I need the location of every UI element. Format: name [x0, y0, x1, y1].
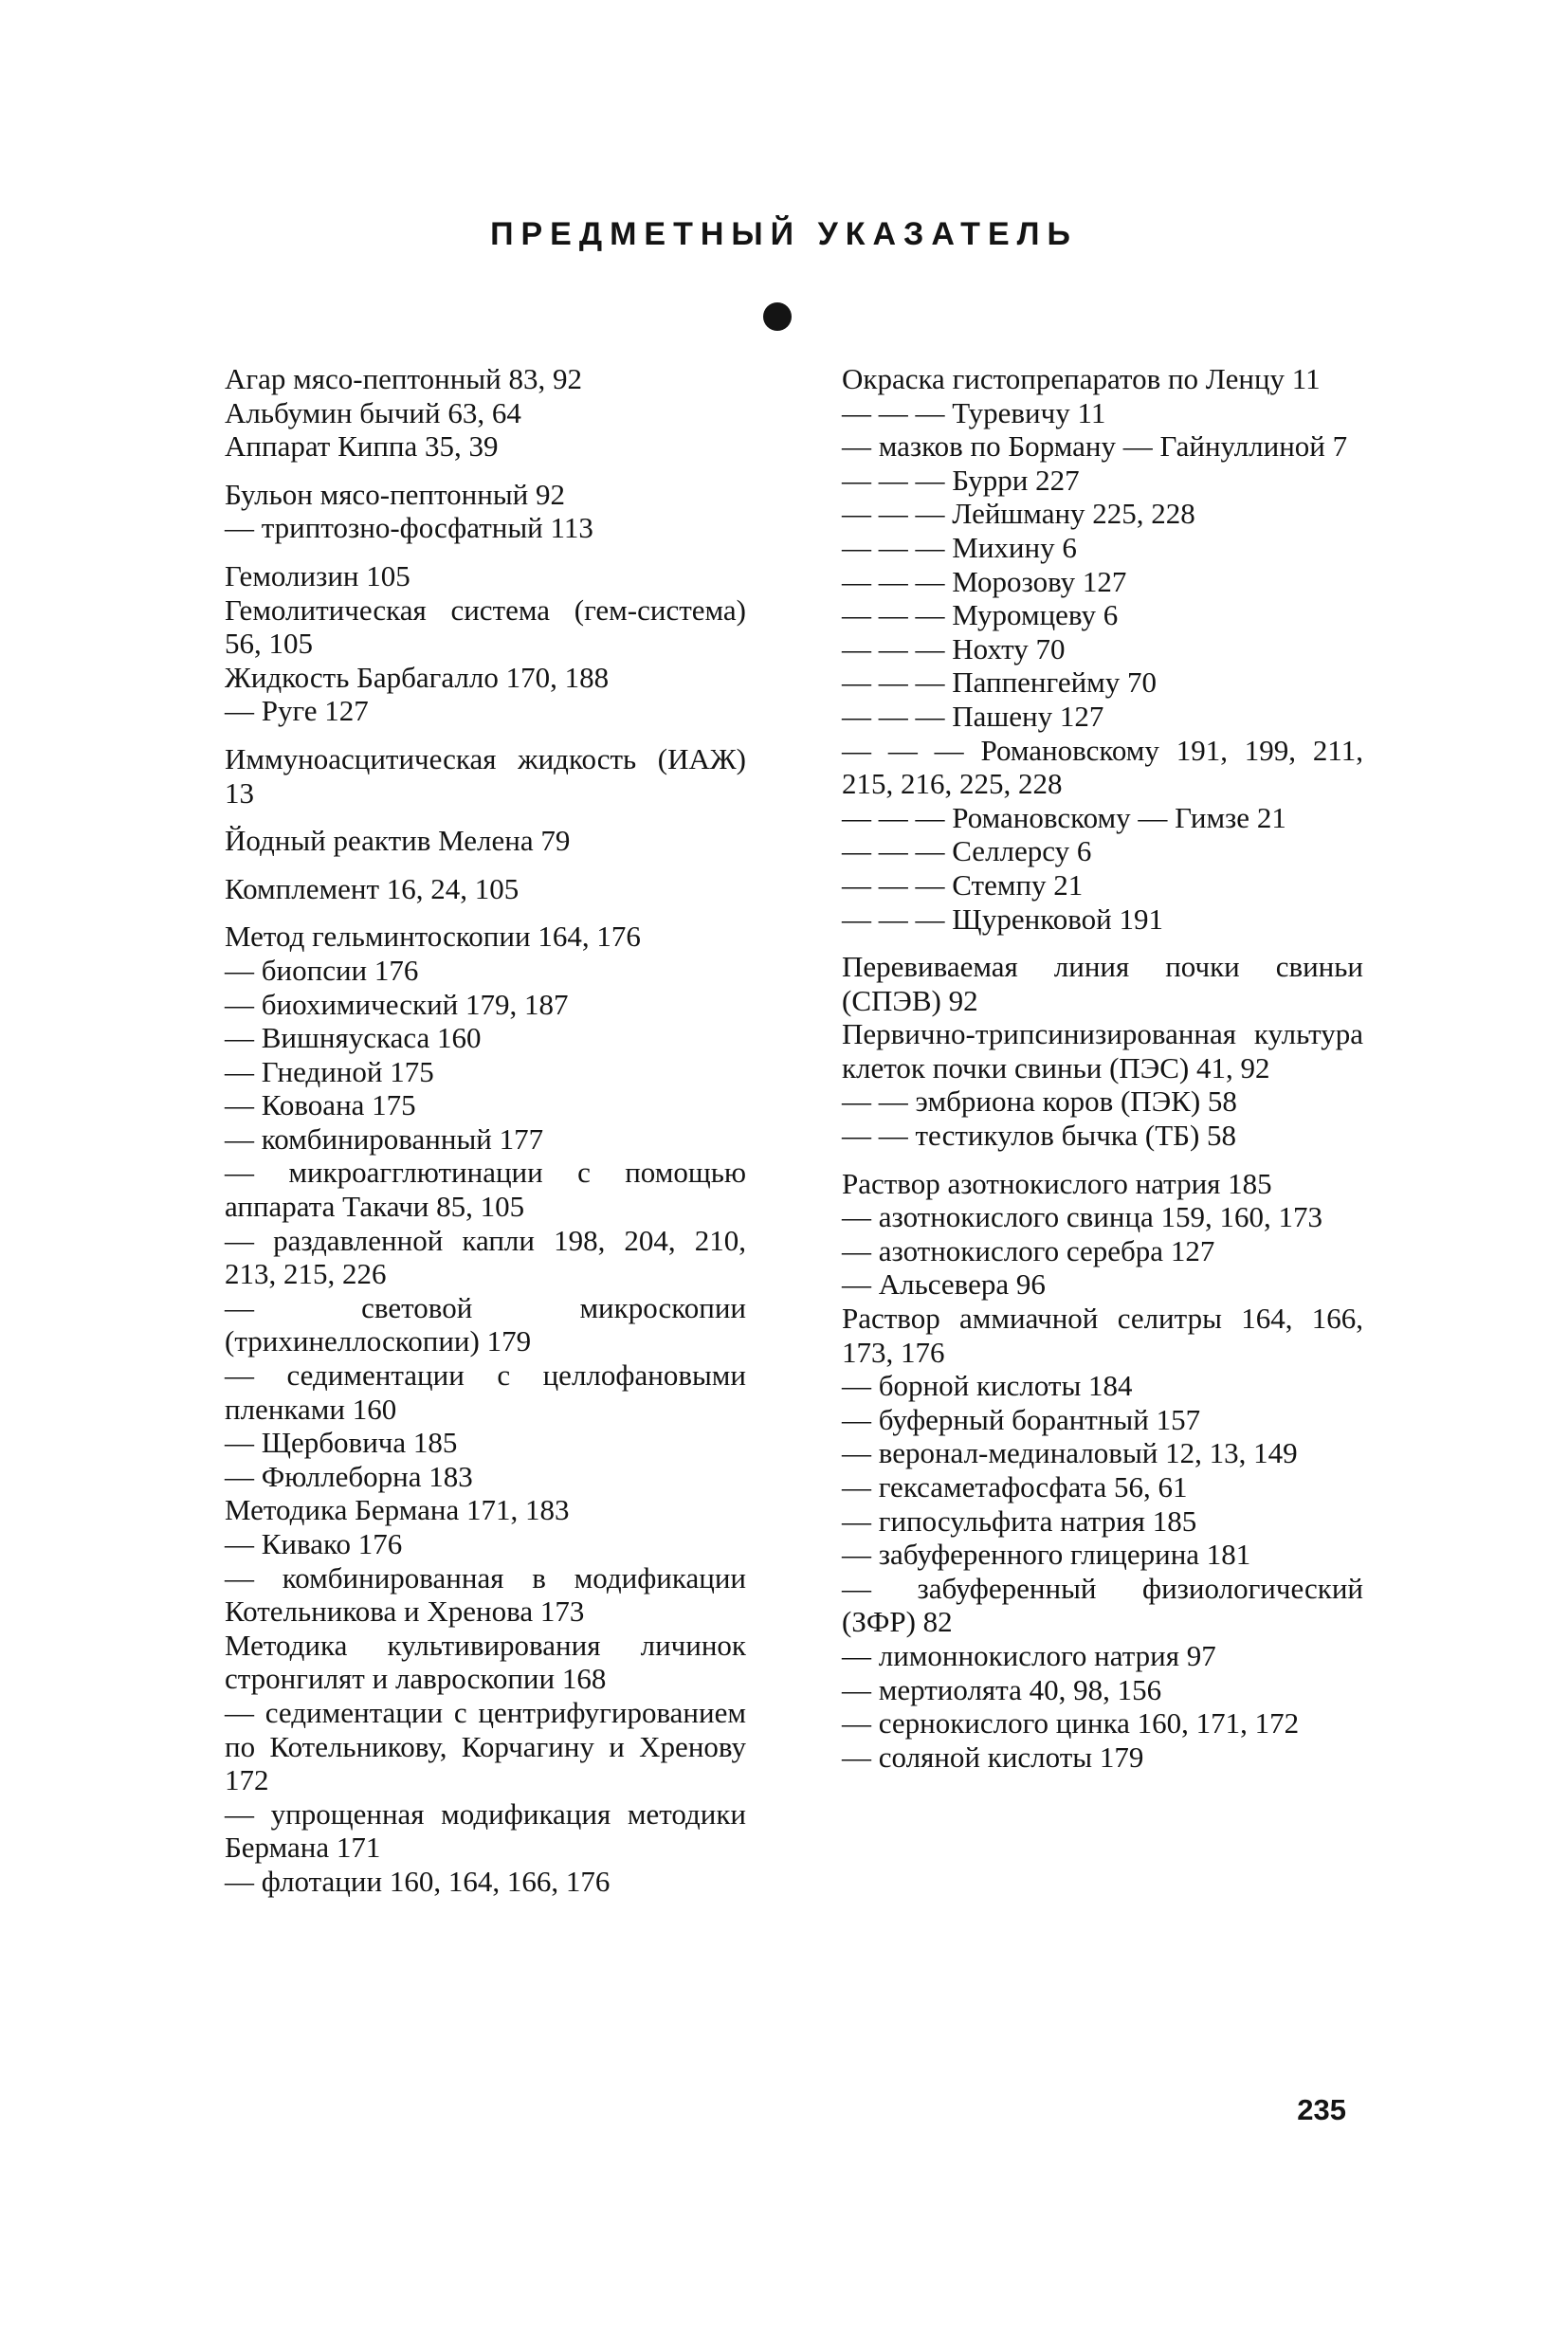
index-entry: — азотнокислого свинца 159, 160, 173 — [842, 1200, 1323, 1234]
index-entry: — — — Романовскому — Гимзе 21 — [842, 800, 1286, 834]
index-entry: — лимоннокислого натрия 97 — [842, 1638, 1216, 1672]
index-group — [225, 362, 746, 464]
index-entry: — флотации 160, 164, 166, 176 — [225, 1864, 611, 1898]
index-entry: — биохимический 179, 187 — [225, 987, 569, 1021]
index-entry: Методика Бермана 171, 183 — [225, 1493, 570, 1527]
index-entry: — буферный борантный 157 — [842, 1402, 1201, 1436]
index-entry: — комбинированный 177 — [225, 1121, 544, 1156]
index-entry: — световой микроскопии (трихинеллоскопии) 179 — [225, 1290, 746, 1358]
index-column-right — [842, 362, 1363, 1788]
index-entry: — веронал-мединаловый 12, 13, 149 — [842, 1436, 1298, 1470]
index-group — [842, 1167, 1363, 1775]
index-entry: Жидкость Барбагалло 170, 188 — [225, 660, 610, 694]
index-entry: — — эмбриона коров (ПЭК) 58 — [842, 1084, 1237, 1119]
index-entry: — сернокислого цинка 160, 171, 172 — [842, 1706, 1300, 1740]
index-entry: — — — Селлерсу 6 — [842, 834, 1092, 868]
index-group — [225, 872, 746, 906]
index-entry: — — — Лейшману 225, 228 — [842, 497, 1195, 531]
index-group — [225, 478, 746, 545]
index-entry: — Щербовича 185 — [225, 1426, 458, 1460]
index-entry: — — — Стемпу 21 — [842, 867, 1084, 902]
index-entry: — комбинированная в модификации Котельникова и Хренова 173 — [225, 1560, 746, 1629]
index-entry: — мертиолята 40, 98, 156 — [842, 1672, 1162, 1706]
index-entry: — Альсевера 96 — [842, 1267, 1046, 1302]
index-entry: — — — Нохту 70 — [842, 631, 1066, 665]
index-entry: — седиментации с центрифугированием по Котельникову, Корчагину и Хренову 172 — [225, 1695, 746, 1797]
index-entry: — азотнокислого серебра 127 — [842, 1233, 1215, 1267]
index-entry: — раздавленной капли 198, 204, 210, 213, 215, 226 — [225, 1223, 746, 1291]
index-entry: — биопсии 176 — [225, 953, 419, 987]
index-entry: Аппарат Киппа 35, 39 — [225, 429, 499, 464]
index-group — [225, 824, 746, 858]
index-entry: Раствор азотнокислого натрия 185 — [842, 1166, 1272, 1200]
index-entry: — Вишняускаса 160 — [225, 1021, 482, 1055]
index-column-left — [225, 362, 746, 1913]
index-entry: — борной кислоты 184 — [842, 1369, 1133, 1403]
index-entry: Раствор аммиачной селитры 164, 166, 173, 176 — [842, 1302, 1363, 1369]
index-entry: — мазков по Борману — Гайнуллиной 7 — [842, 429, 1348, 464]
index-entry: Окраска гистопрепаратов по Ленцу 11 — [842, 362, 1321, 395]
index-entry: — микроагглютинации с помощью аппарата Такачи 85, 105 — [225, 1156, 746, 1224]
index-entry: — забуференный физиологический (ЗФР) 82 — [842, 1571, 1363, 1639]
index-entry: — — — Михину 6 — [842, 530, 1077, 564]
index-entry: Альбумин бычий 63, 64 — [225, 395, 521, 429]
index-entry: Бульон мясо-пептонный 92 — [225, 477, 565, 511]
index-entry: — — тестикулов бычка (ТБ) 58 — [842, 1119, 1237, 1153]
index-entry: — — — Щуренковой 191 — [842, 902, 1164, 936]
index-entry: — гипосульфита натрия 185 — [842, 1504, 1197, 1538]
index-entry: — Кивако 176 — [225, 1527, 403, 1560]
index-group — [842, 362, 1363, 936]
page-number: 235 — [1297, 2093, 1346, 2126]
index-entry: Йодный реактив Мелена 79 — [225, 824, 571, 858]
index-group — [225, 559, 746, 728]
index-entry: Перевиваемая линия почки свиньи (СПЭВ) 92 — [842, 950, 1363, 1017]
index-entry: — — — Паппенгейму 70 — [842, 665, 1158, 700]
index-entry: — — — Бурри 227 — [842, 463, 1080, 497]
index-entry: — Ковоана 175 — [225, 1088, 416, 1122]
decorative-bullet — [763, 302, 792, 331]
index-entry: — — — Туревичу 11 — [842, 395, 1106, 429]
index-entry: — седиментации с целлофановыми пленками 160 — [225, 1358, 746, 1426]
index-group — [842, 950, 1363, 1153]
index-entry: — забуференного глицерина 181 — [842, 1538, 1251, 1572]
index-entry: Гемолизин 105 — [225, 558, 410, 592]
index-entry: — Фюллеборна 183 — [225, 1459, 473, 1493]
index-entry: — упрощенная модификация методики Бермана 171 — [225, 1796, 746, 1865]
index-group — [225, 742, 746, 810]
index-entry: — Руге 127 — [225, 694, 369, 728]
index-entry: Гемолитическая система (гем-система) 56, 105 — [225, 592, 746, 661]
index-entry: — триптозно-фосфатный 113 — [225, 511, 593, 545]
index-entry: Метод гельминтоскопии 164, 176 — [225, 920, 641, 954]
index-entry: Агар мясо-пептонный 83, 92 — [225, 362, 582, 395]
index-entry: — — — Морозову 127 — [842, 564, 1127, 598]
index-entry: — — — Пашену 127 — [842, 699, 1104, 733]
page-title: ПРЕДМЕТНЫЙ УКАЗАТЕЛЬ — [490, 216, 1078, 252]
index-entry: — гексаметафосфата 56, 61 — [842, 1470, 1188, 1504]
index-entry: Иммуноасцитическая жидкость (ИАЖ) 13 — [225, 741, 746, 810]
index-entry: — соляной кислоты 179 — [842, 1740, 1144, 1774]
index-entry: Комплемент 16, 24, 105 — [225, 871, 520, 905]
index-group — [225, 920, 746, 1898]
index-entry: Методика культивирования личинок стронгилят и лавроскопии 168 — [225, 1628, 746, 1696]
index-entry: — — — Муромцеву 6 — [842, 598, 1119, 632]
index-entry: — — — Романовскому 191, 199, 211, 215, 216, 225, 228 — [842, 733, 1363, 801]
index-entry: — Гнединой 175 — [225, 1054, 434, 1088]
index-entry: Первично-трипсинизированная культура клеток почки свиньи (ПЭС) 41, 92 — [842, 1017, 1363, 1084]
